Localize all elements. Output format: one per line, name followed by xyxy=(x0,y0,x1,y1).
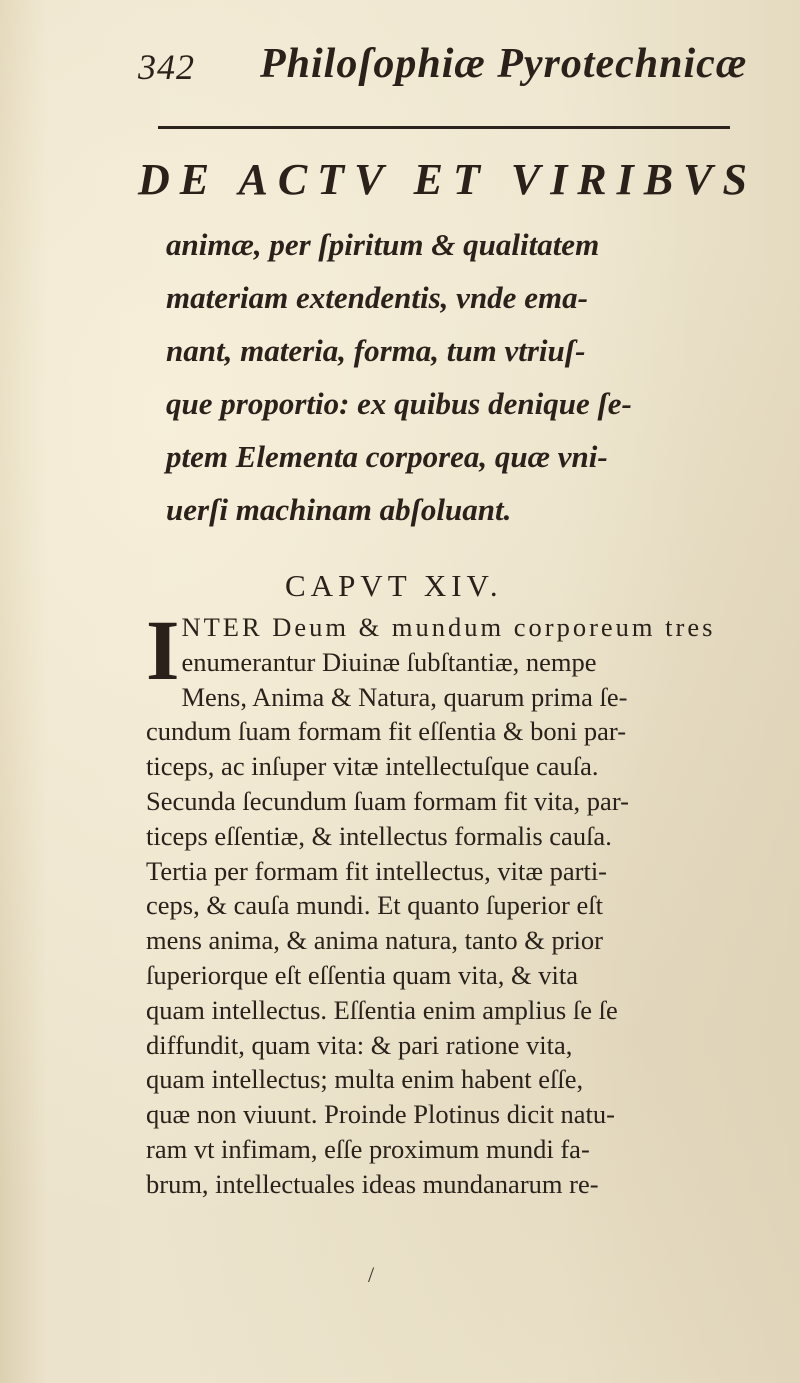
subtitle-line: uerſi machinam abſoluant. xyxy=(166,492,512,527)
chapter-heading: CAPVT XIV. xyxy=(285,568,503,603)
body-line: cundum ſuam formam fit eſſentia & boni par- xyxy=(146,716,627,747)
footer-mark: / xyxy=(368,1262,375,1287)
body-line: quam intellectus. Eſſentia enim amplius ſe ſe xyxy=(146,994,618,1025)
subtitle-line: ptem Elementa corporea, quæ vni- xyxy=(166,439,608,474)
page-number: 342 xyxy=(138,47,195,87)
header-rule xyxy=(158,126,730,129)
section-title: DE ACTV ET VIRIBVS xyxy=(138,155,757,204)
body-line: ram vt infimam, eſſe proximum mundi fa- xyxy=(146,1133,590,1164)
body-line: ſuperiorque eſt eſſentia quam vita, & vita xyxy=(146,959,578,990)
body-line: diffundit, quam vita: & pari ratione vita, xyxy=(146,1029,573,1060)
body-line: Mens, Anima & Natura, quarum prima ſe- xyxy=(181,681,628,712)
body-line: ceps, & cauſa mundi. Et quanto ſuperior eſt xyxy=(146,890,603,921)
body-line: Secunda ſecundum ſuam formam fit vita, par- xyxy=(146,785,629,816)
body-text xyxy=(146,602,786,1202)
subtitle-line: animæ, per ſpiritum & qualitatem xyxy=(166,227,600,262)
section-title-block xyxy=(138,150,778,536)
running-title: Philoſophiæ Pyrotechnicæ xyxy=(260,41,748,87)
subtitle-line: materiam extendentis, vnde ema- xyxy=(166,280,588,315)
body-line: mens anima, & anima natura, tanto & prior xyxy=(146,925,603,956)
body-line: enumerantur Diuinæ ſubſtantiæ, nempe xyxy=(181,646,597,677)
body-line: brum, intellectuales ideas mundanarum re- xyxy=(146,1168,599,1199)
body-line: quam intellectus; multa enim habent eſſe, xyxy=(146,1064,584,1095)
body-line: Tertia per formam fit intellectus, vitæ parti- xyxy=(146,855,608,886)
body-line: quæ non viuunt. Proinde Plotinus dicit natu- xyxy=(146,1099,615,1130)
body-line: NTER Deum & mundum corporeum tres xyxy=(181,612,716,642)
subtitle-line: que proportio: ex quibus denique ſe- xyxy=(166,386,632,421)
body-line: ticeps, ac inſuper vitæ intellectuſque cauſa. xyxy=(146,751,599,782)
subtitle-line: nant, materia, forma, tum vtriuſ- xyxy=(166,333,586,368)
body-line: ticeps eſſentiæ, & intellectus formalis cauſa. xyxy=(146,820,612,851)
section-subtitle xyxy=(166,218,778,536)
page-header xyxy=(138,40,748,100)
drop-cap: I xyxy=(146,602,180,698)
